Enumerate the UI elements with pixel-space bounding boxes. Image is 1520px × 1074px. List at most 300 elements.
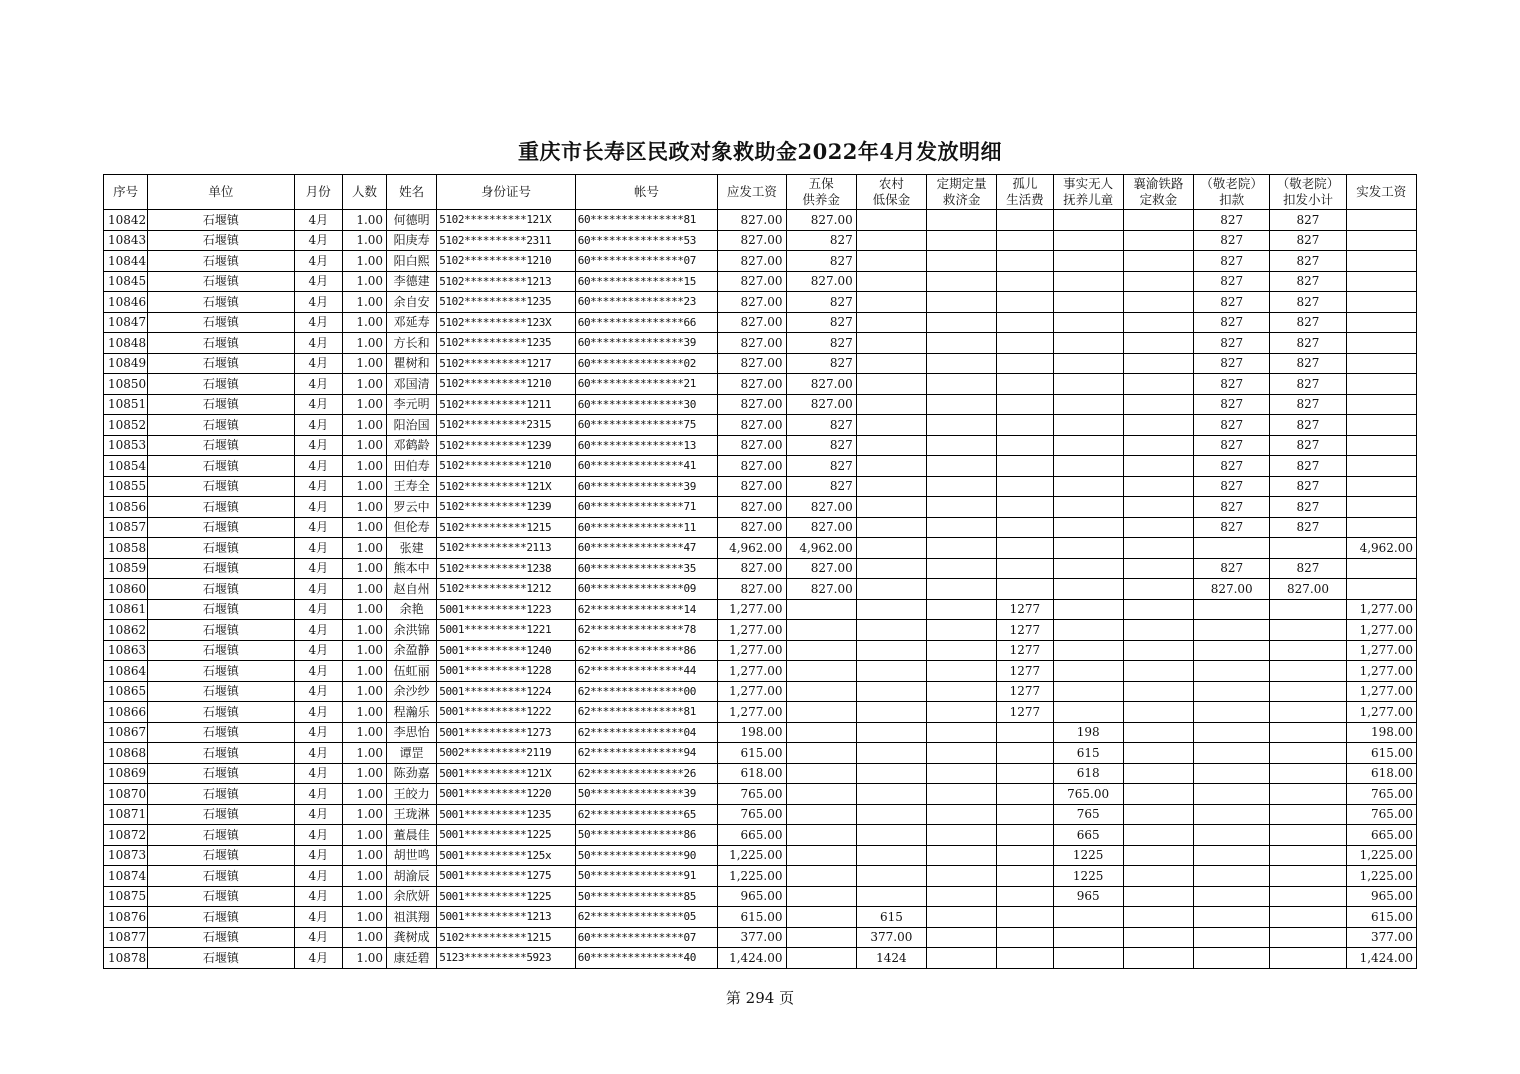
cell-index: 10864 <box>104 661 148 682</box>
cell-unattended-child <box>1053 292 1123 313</box>
cell-name: 赵自州 <box>387 579 437 600</box>
cell-payable: 827.00 <box>718 517 786 538</box>
cell-five-guarantee: 827.00 <box>786 579 856 600</box>
cell-railway-relief <box>1123 579 1193 600</box>
cell-orphan-living <box>997 722 1053 743</box>
cell-id-number: 5102**********1215 <box>437 927 576 948</box>
cell-count: 1.00 <box>342 845 386 866</box>
cell-rural-subsistence <box>856 456 926 477</box>
cell-count: 1.00 <box>342 886 386 907</box>
cell-name: 李思怡 <box>387 722 437 743</box>
cell-unit: 石堰镇 <box>148 456 295 477</box>
cell-unattended-child: 665 <box>1053 825 1123 846</box>
cell-account: 60***************39 <box>575 476 718 497</box>
cell-five-guarantee: 827 <box>786 312 856 333</box>
cell-payable: 827.00 <box>718 497 786 518</box>
cell-orphan-living <box>997 353 1053 374</box>
cell-five-guarantee: 827 <box>786 230 856 251</box>
cell-id-number: 5001**********1275 <box>437 866 576 887</box>
cell-orphan-living <box>997 435 1053 456</box>
cell-railway-relief <box>1123 230 1193 251</box>
cell-fixed-relief <box>927 333 997 354</box>
cell-month: 4月 <box>294 804 342 825</box>
cell-account: 60***************11 <box>575 517 718 538</box>
cell-rural-subsistence <box>856 866 926 887</box>
cell-payable: 827.00 <box>718 312 786 333</box>
cell-unit: 石堰镇 <box>148 517 295 538</box>
cell-id-number: 5102**********1235 <box>437 333 576 354</box>
cell-orphan-living <box>997 415 1053 436</box>
cell-payable: 827.00 <box>718 558 786 579</box>
cell-payable: 827.00 <box>718 230 786 251</box>
cell-payable: 1,277.00 <box>718 661 786 682</box>
cell-nursing-deduction: 827 <box>1194 210 1270 231</box>
cell-count: 1.00 <box>342 804 386 825</box>
cell-unit: 石堰镇 <box>148 333 295 354</box>
table-row <box>104 702 1417 723</box>
cell-index: 10865 <box>104 681 148 702</box>
cell-count: 1.00 <box>342 538 386 559</box>
cell-unit: 石堰镇 <box>148 374 295 395</box>
cell-fixed-relief <box>927 620 997 641</box>
table-row <box>104 230 1417 251</box>
cell-index: 10878 <box>104 948 148 969</box>
cell-month: 4月 <box>294 394 342 415</box>
cell-index: 10866 <box>104 702 148 723</box>
cell-railway-relief <box>1123 640 1193 661</box>
cell-rural-subsistence <box>856 538 926 559</box>
cell-payable: 1,424.00 <box>718 948 786 969</box>
cell-name: 祖淇翔 <box>387 907 437 928</box>
header-col-railway-relief: 襄渝铁路 定救金 <box>1123 175 1193 210</box>
cell-rural-subsistence <box>856 497 926 518</box>
cell-rural-subsistence <box>856 804 926 825</box>
cell-nursing-deduction <box>1194 743 1270 764</box>
cell-index: 10860 <box>104 579 148 600</box>
cell-unit: 石堰镇 <box>148 620 295 641</box>
cell-railway-relief <box>1123 866 1193 887</box>
cell-payable: 827.00 <box>718 579 786 600</box>
cell-orphan-living <box>997 558 1053 579</box>
cell-fixed-relief <box>927 640 997 661</box>
cell-orphan-living <box>997 743 1053 764</box>
cell-nursing-deduction <box>1194 784 1270 805</box>
cell-count: 1.00 <box>342 948 386 969</box>
cell-id-number: 5102**********1212 <box>437 579 576 600</box>
cell-actual-pay: 665.00 <box>1346 825 1416 846</box>
cell-month: 4月 <box>294 866 342 887</box>
cell-five-guarantee <box>786 661 856 682</box>
cell-nursing-subtotal <box>1270 722 1346 743</box>
cell-unattended-child: 615 <box>1053 743 1123 764</box>
cell-payable: 827.00 <box>718 394 786 415</box>
cell-id-number: 5102**********1215 <box>437 517 576 538</box>
cell-rural-subsistence: 1424 <box>856 948 926 969</box>
cell-account: 60***************30 <box>575 394 718 415</box>
cell-unit: 石堰镇 <box>148 763 295 784</box>
cell-payable: 827.00 <box>718 476 786 497</box>
cell-payable: 827.00 <box>718 435 786 456</box>
cell-unit: 石堰镇 <box>148 845 295 866</box>
cell-five-guarantee <box>786 948 856 969</box>
cell-orphan-living <box>997 210 1053 231</box>
cell-id-number: 5102**********1238 <box>437 558 576 579</box>
cell-name: 陈劲嘉 <box>387 763 437 784</box>
cell-five-guarantee <box>786 722 856 743</box>
cell-five-guarantee: 827.00 <box>786 374 856 395</box>
cell-payable: 618.00 <box>718 763 786 784</box>
table-row <box>104 948 1417 969</box>
cell-nursing-subtotal <box>1270 661 1346 682</box>
header-col-actual-pay: 实发工资 <box>1346 175 1416 210</box>
cell-unit: 石堰镇 <box>148 558 295 579</box>
cell-payable: 827.00 <box>718 210 786 231</box>
cell-fixed-relief <box>927 804 997 825</box>
cell-railway-relief <box>1123 292 1193 313</box>
cell-account: 60***************07 <box>575 251 718 272</box>
cell-railway-relief <box>1123 353 1193 374</box>
header-col-id-number: 身份证号 <box>437 175 576 210</box>
cell-index: 10869 <box>104 763 148 784</box>
cell-account: 60***************09 <box>575 579 718 600</box>
cell-count: 1.00 <box>342 497 386 518</box>
cell-nursing-subtotal: 827 <box>1270 394 1346 415</box>
cell-unattended-child <box>1053 927 1123 948</box>
cell-index: 10868 <box>104 743 148 764</box>
cell-nursing-deduction: 827 <box>1194 517 1270 538</box>
cell-railway-relief <box>1123 599 1193 620</box>
cell-month: 4月 <box>294 640 342 661</box>
cell-actual-pay: 1,277.00 <box>1346 661 1416 682</box>
cell-count: 1.00 <box>342 927 386 948</box>
cell-orphan-living <box>997 312 1053 333</box>
cell-fixed-relief <box>927 476 997 497</box>
cell-payable: 1,277.00 <box>718 620 786 641</box>
cell-actual-pay: 1,424.00 <box>1346 948 1416 969</box>
cell-fixed-relief <box>927 456 997 477</box>
cell-id-number: 5102**********121X <box>437 476 576 497</box>
cell-index: 10874 <box>104 866 148 887</box>
cell-orphan-living <box>997 886 1053 907</box>
cell-nursing-subtotal: 827 <box>1270 517 1346 538</box>
cell-unattended-child <box>1053 620 1123 641</box>
cell-actual-pay: 965.00 <box>1346 886 1416 907</box>
cell-count: 1.00 <box>342 476 386 497</box>
cell-month: 4月 <box>294 948 342 969</box>
cell-account: 62***************14 <box>575 599 718 620</box>
cell-nursing-subtotal: 827 <box>1270 210 1346 231</box>
cell-unattended-child <box>1053 948 1123 969</box>
cell-rural-subsistence <box>856 353 926 374</box>
cell-five-guarantee: 827 <box>786 333 856 354</box>
cell-nursing-deduction <box>1194 886 1270 907</box>
table-row <box>104 271 1417 292</box>
cell-unit: 石堰镇 <box>148 784 295 805</box>
cell-count: 1.00 <box>342 292 386 313</box>
table-row <box>104 558 1417 579</box>
cell-count: 1.00 <box>342 661 386 682</box>
cell-rural-subsistence <box>856 435 926 456</box>
cell-unit: 石堰镇 <box>148 886 295 907</box>
cell-month: 4月 <box>294 517 342 538</box>
cell-unit: 石堰镇 <box>148 907 295 928</box>
cell-index: 10846 <box>104 292 148 313</box>
cell-nursing-deduction <box>1194 907 1270 928</box>
header-col-unattended-child: 事实无人 抚养儿童 <box>1053 175 1123 210</box>
header-col-nursing-subtotal: （敬老院） 扣发小计 <box>1270 175 1346 210</box>
cell-orphan-living: 1277 <box>997 681 1053 702</box>
table-row <box>104 394 1417 415</box>
cell-month: 4月 <box>294 210 342 231</box>
cell-index: 10853 <box>104 435 148 456</box>
cell-railway-relief <box>1123 702 1193 723</box>
cell-nursing-deduction <box>1194 620 1270 641</box>
cell-rural-subsistence <box>856 517 926 538</box>
cell-id-number: 5123**********5923 <box>437 948 576 969</box>
header-col-unit: 单位 <box>148 175 295 210</box>
cell-nursing-subtotal <box>1270 702 1346 723</box>
cell-id-number: 5102**********1213 <box>437 271 576 292</box>
cell-unattended-child <box>1053 907 1123 928</box>
table-row <box>104 312 1417 333</box>
cell-unit: 石堰镇 <box>148 661 295 682</box>
cell-actual-pay <box>1346 251 1416 272</box>
cell-unit: 石堰镇 <box>148 579 295 600</box>
cell-actual-pay: 765.00 <box>1346 784 1416 805</box>
cell-month: 4月 <box>294 620 342 641</box>
cell-index: 10850 <box>104 374 148 395</box>
cell-index: 10873 <box>104 845 148 866</box>
cell-fixed-relief <box>927 230 997 251</box>
table-row <box>104 497 1417 518</box>
table-row <box>104 866 1417 887</box>
cell-nursing-deduction: 827.00 <box>1194 579 1270 600</box>
cell-count: 1.00 <box>342 620 386 641</box>
cell-unit: 石堰镇 <box>148 210 295 231</box>
cell-payable: 827.00 <box>718 374 786 395</box>
cell-month: 4月 <box>294 599 342 620</box>
cell-nursing-deduction: 827 <box>1194 251 1270 272</box>
table-row <box>104 681 1417 702</box>
table-header-row <box>104 175 1417 210</box>
cell-nursing-subtotal: 827 <box>1270 456 1346 477</box>
table-row <box>104 251 1417 272</box>
cell-name: 胡世鸣 <box>387 845 437 866</box>
cell-index: 10876 <box>104 907 148 928</box>
cell-rural-subsistence <box>856 230 926 251</box>
cell-month: 4月 <box>294 661 342 682</box>
cell-count: 1.00 <box>342 907 386 928</box>
table-row <box>104 845 1417 866</box>
table-row <box>104 907 1417 928</box>
cell-id-number: 5102**********121X <box>437 210 576 231</box>
cell-actual-pay: 1,277.00 <box>1346 681 1416 702</box>
table-row <box>104 784 1417 805</box>
page-title: 重庆市长寿区民政对象救助金2022年4月发放明细 <box>517 139 1003 164</box>
cell-actual-pay: 765.00 <box>1346 804 1416 825</box>
cell-actual-pay <box>1346 435 1416 456</box>
cell-unattended-child <box>1053 702 1123 723</box>
cell-count: 1.00 <box>342 558 386 579</box>
cell-count: 1.00 <box>342 230 386 251</box>
cell-nursing-deduction: 827 <box>1194 374 1270 395</box>
cell-orphan-living: 1277 <box>997 640 1053 661</box>
cell-count: 1.00 <box>342 415 386 436</box>
cell-orphan-living: 1277 <box>997 599 1053 620</box>
cell-name: 张建 <box>387 538 437 559</box>
cell-orphan-living <box>997 374 1053 395</box>
cell-unit: 石堰镇 <box>148 538 295 559</box>
cell-railway-relief <box>1123 210 1193 231</box>
cell-month: 4月 <box>294 374 342 395</box>
cell-rural-subsistence <box>856 292 926 313</box>
cell-nursing-deduction: 827 <box>1194 456 1270 477</box>
cell-nursing-subtotal: 827 <box>1270 230 1346 251</box>
cell-id-number: 5001**********1221 <box>437 620 576 641</box>
cell-five-guarantee <box>786 681 856 702</box>
cell-orphan-living <box>997 230 1053 251</box>
cell-nursing-subtotal <box>1270 620 1346 641</box>
cell-count: 1.00 <box>342 599 386 620</box>
cell-five-guarantee <box>786 702 856 723</box>
cell-railway-relief <box>1123 333 1193 354</box>
cell-orphan-living <box>997 845 1053 866</box>
cell-name: 龚树成 <box>387 927 437 948</box>
cell-payable: 377.00 <box>718 927 786 948</box>
cell-nursing-deduction <box>1194 599 1270 620</box>
cell-fixed-relief <box>927 845 997 866</box>
cell-account: 50***************86 <box>575 825 718 846</box>
cell-nursing-deduction <box>1194 722 1270 743</box>
cell-fixed-relief <box>927 763 997 784</box>
cell-count: 1.00 <box>342 722 386 743</box>
cell-nursing-deduction: 827 <box>1194 333 1270 354</box>
cell-rural-subsistence <box>856 743 926 764</box>
cell-account: 62***************26 <box>575 763 718 784</box>
cell-nursing-subtotal <box>1270 784 1346 805</box>
cell-rural-subsistence <box>856 784 926 805</box>
cell-id-number: 5001**********1220 <box>437 784 576 805</box>
cell-rural-subsistence <box>856 722 926 743</box>
cell-month: 4月 <box>294 497 342 518</box>
cell-actual-pay: 1,277.00 <box>1346 599 1416 620</box>
cell-actual-pay <box>1346 476 1416 497</box>
cell-orphan-living: 1277 <box>997 661 1053 682</box>
cell-index: 10859 <box>104 558 148 579</box>
cell-railway-relief <box>1123 661 1193 682</box>
cell-nursing-deduction <box>1194 804 1270 825</box>
cell-fixed-relief <box>927 415 997 436</box>
cell-actual-pay <box>1346 558 1416 579</box>
cell-account: 60***************53 <box>575 230 718 251</box>
cell-index: 10877 <box>104 927 148 948</box>
cell-name: 康廷碧 <box>387 948 437 969</box>
cell-name: 邓鹤龄 <box>387 435 437 456</box>
cell-fixed-relief <box>927 948 997 969</box>
cell-id-number: 5001**********1235 <box>437 804 576 825</box>
cell-five-guarantee: 827.00 <box>786 497 856 518</box>
cell-name: 熊本中 <box>387 558 437 579</box>
cell-index: 10847 <box>104 312 148 333</box>
cell-nursing-deduction <box>1194 640 1270 661</box>
cell-name: 瞿树和 <box>387 353 437 374</box>
table-row <box>104 763 1417 784</box>
cell-account: 60***************75 <box>575 415 718 436</box>
table-row <box>104 825 1417 846</box>
cell-index: 10870 <box>104 784 148 805</box>
cell-orphan-living <box>997 927 1053 948</box>
cell-nursing-deduction: 827 <box>1194 394 1270 415</box>
cell-actual-pay: 4,962.00 <box>1346 538 1416 559</box>
cell-payable: 1,277.00 <box>718 702 786 723</box>
cell-nursing-subtotal <box>1270 599 1346 620</box>
cell-name: 罗云中 <box>387 497 437 518</box>
cell-id-number: 5102**********1211 <box>437 394 576 415</box>
table-row <box>104 620 1417 641</box>
cell-rural-subsistence <box>856 251 926 272</box>
cell-month: 4月 <box>294 538 342 559</box>
table-row <box>104 579 1417 600</box>
cell-fixed-relief <box>927 743 997 764</box>
cell-orphan-living <box>997 456 1053 477</box>
cell-unit: 石堰镇 <box>148 415 295 436</box>
cell-rural-subsistence <box>856 763 926 784</box>
cell-count: 1.00 <box>342 435 386 456</box>
cell-name: 方长和 <box>387 333 437 354</box>
table-row <box>104 435 1417 456</box>
cell-month: 4月 <box>294 845 342 866</box>
cell-unit: 石堰镇 <box>148 292 295 313</box>
cell-count: 1.00 <box>342 456 386 477</box>
cell-month: 4月 <box>294 251 342 272</box>
cell-railway-relief <box>1123 948 1193 969</box>
cell-id-number: 5001**********1240 <box>437 640 576 661</box>
cell-nursing-subtotal <box>1270 907 1346 928</box>
cell-fixed-relief <box>927 825 997 846</box>
cell-nursing-subtotal <box>1270 763 1346 784</box>
cell-unit: 石堰镇 <box>148 497 295 518</box>
cell-month: 4月 <box>294 292 342 313</box>
cell-actual-pay: 1,225.00 <box>1346 845 1416 866</box>
cell-account: 60***************13 <box>575 435 718 456</box>
cell-actual-pay <box>1346 374 1416 395</box>
cell-unit: 石堰镇 <box>148 230 295 251</box>
cell-nursing-subtotal <box>1270 866 1346 887</box>
cell-railway-relief <box>1123 743 1193 764</box>
table-row <box>104 599 1417 620</box>
cell-five-guarantee: 827.00 <box>786 394 856 415</box>
cell-account: 60***************81 <box>575 210 718 231</box>
cell-month: 4月 <box>294 435 342 456</box>
cell-unattended-child <box>1053 394 1123 415</box>
cell-actual-pay: 1,277.00 <box>1346 640 1416 661</box>
cell-unit: 石堰镇 <box>148 271 295 292</box>
cell-actual-pay: 618.00 <box>1346 763 1416 784</box>
table-row <box>104 374 1417 395</box>
cell-unattended-child <box>1053 435 1123 456</box>
cell-five-guarantee: 827 <box>786 476 856 497</box>
cell-rural-subsistence <box>856 579 926 600</box>
cell-railway-relief <box>1123 271 1193 292</box>
header-col-rural-subsistence: 农村 低保金 <box>856 175 926 210</box>
cell-railway-relief <box>1123 251 1193 272</box>
cell-orphan-living <box>997 579 1053 600</box>
cell-count: 1.00 <box>342 374 386 395</box>
cell-id-number: 5102**********1210 <box>437 251 576 272</box>
cell-fixed-relief <box>927 271 997 292</box>
cell-rural-subsistence <box>856 599 926 620</box>
cell-unit: 石堰镇 <box>148 353 295 374</box>
